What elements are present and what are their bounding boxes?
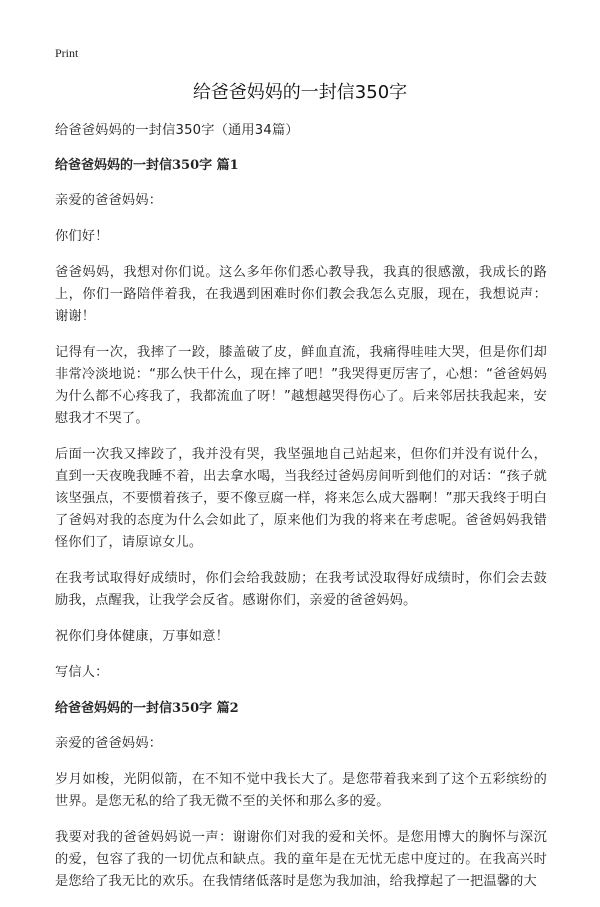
section-heading: 给爸爸妈妈的一封信350字 篇1: [55, 158, 239, 173]
document-title: 给爸爸妈妈的一封信350字: [192, 82, 408, 103]
paragraph: 你们好！: [55, 229, 109, 244]
section-heading: 给爸爸妈妈的一封信350字 篇2: [55, 701, 239, 716]
paragraph: 我要对我的爸爸妈妈说一声：谢谢你们对我的爱和关怀。是您用博大的胸怀与深沉的爱，包容了我的一切优点和缺点。我的童年是在无忧无虑中度过的。在我高兴时是您给了我无比的欢乐。在我情绪低落时是您为我加油，给我撑起了一把温馨的大: [55, 830, 547, 889]
section-2: [55, 698, 547, 893]
paragraph: 亲爱的爸爸妈妈：: [55, 193, 163, 208]
paragraph: 在我考试取得好成绩时，你们会给我鼓励；在我考试没取得好成绩时，你们会去鼓励我，点醒我，让我学会反省。感谢你们，亲爱的爸爸妈妈。: [55, 571, 547, 608]
paragraph: 亲爱的爸爸妈妈：: [55, 736, 163, 751]
paragraph: 爸爸妈妈，我想对你们说。这么多年你们悉心教导我，我真的很感激，我成长的路上，你们一路陪伴着我，在我遇到困难时你们教会我怎么克服，现在，我想说声：谢谢！: [55, 265, 547, 324]
document-body: [55, 120, 547, 907]
section-1: [55, 155, 547, 684]
print-link[interactable]: Print: [55, 46, 79, 60]
paragraph: 写信人：: [55, 665, 109, 680]
paragraph: 后面一次我又摔跤了，我并没有哭，我坚强地自己站起来，但你们并没有说什么，直到一天夜晚我睡不着，出去拿水喝，当我经过爸妈房间听到他们的对话：“孩子就该坚强点，不要惯着孩子，要不像豆腐一样，将来怎么成大器啊！”那天我终于明白了爸妈对我的态度为什么会如此了，原来他们为我的将来在考虑呢。爸爸妈妈我错怪你们了，请原谅女儿。: [55, 447, 547, 550]
paragraph: 岁月如梭，光阴似箭，在不知不觉中我长大了。是您带着我来到了这个五彩缤纷的世界。是您无私的给了我无微不至的关怀和那么多的爱。: [55, 772, 547, 809]
document-subtitle: 给爸爸妈妈的一封信350字（通用34篇）: [55, 123, 299, 138]
paragraph: 祝你们身体健康，万事如意！: [55, 629, 230, 644]
paragraph: 记得有一次，我摔了一跤，膝盖破了皮，鲜血直流，我痛得哇哇大哭，但是你们却非常冷淡地说：“那么快干什么，现在摔了吧！”我哭得更厉害了，心想：“爸爸妈妈为什么都不心疼我了，我都流血了呀！”越想越哭得伤心了。后来邻居扶我起来，安慰我才不哭了。: [55, 345, 547, 426]
